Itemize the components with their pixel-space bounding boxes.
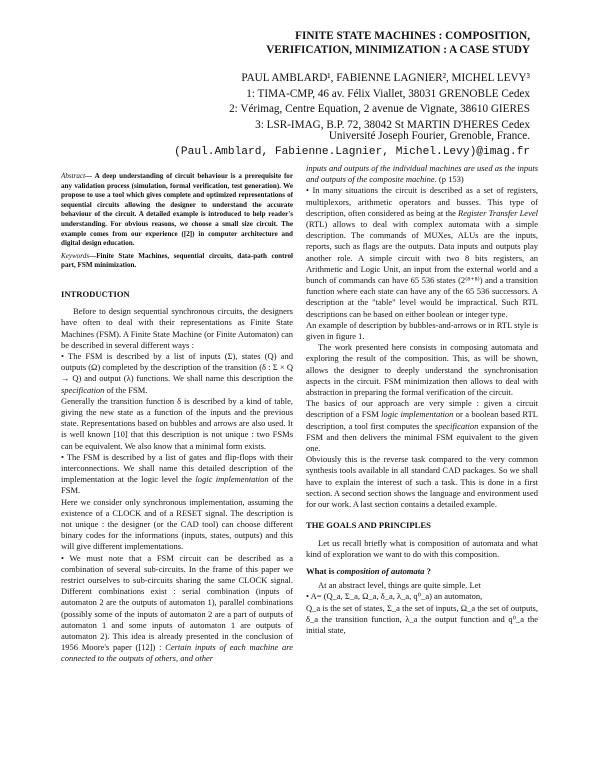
- intro-p2-text: • The FSM is described by a list of inputs (Σ), states (Q) and outputs (Ω) completed by the description of the transition (δ : Σ × Q → Q) and output (λ) functions. We shall name this description the: [61, 350, 293, 384]
- keywords-text: —Finite State Machines, sequential circuits, data-path control part, FSM minimization.: [61, 251, 293, 270]
- title-line-2: VERIFICATION, MINIMIZATION : A CASE STUDY: [266, 44, 530, 56]
- abstract: [61, 172, 293, 249]
- approach-text-a: The basics of our approach are very simple : given a circuit description of a FSM: [306, 398, 538, 420]
- intro-p2-emphasis: specification: [61, 384, 105, 395]
- composition-paragraph-3: Q_a is the set of states, Σ_a the set of inputs, Ω_a the set of outputs, δ_a the transition function, λ_a the output function and q⁰_a the initial state,: [306, 602, 538, 635]
- intro-p4-text: • The FSM is described by a list of gates and flip-flops with their interconnections. We shall name this detailed description of the implementation at the logic level the: [61, 451, 293, 485]
- right-paragraph-1: [306, 163, 538, 185]
- affiliation-1: 1: TIMA-CMP, 46 av. Félix Viallet, 38031 GRENOBLE Cedex: [246, 87, 530, 100]
- right-paragraph-6: Obviously this is the reverse task compared to the very common synthesis tools available in all standard CAD packages. So we shall have to explain the interest of such a task. This is done in a first section. A second section shows the language and environment used for our work. A last section contains a detailed example.: [306, 454, 538, 510]
- moore-quote-page: (p 153): [436, 174, 464, 185]
- rtl-text-a: • In many situations the circuit is described as a set of registers, multiplexors, arithmetic operators and busses. This type of description, often considered as being at the: [306, 185, 538, 218]
- subsection-text-b: ?: [424, 565, 431, 576]
- rtl-text-b: (RTL) allows to deal with complex automata with a simple description. The commands of MUXes, ALUs are the inputs, reports, such as flags are the outputs. Data inputs and outputs play another role. A simple circuit with two 8 bits registers, an Arithmetic and Logic Unit, an input from the external world and a bunch of commands can have 65 536 states (2⁽⁸⁺⁸⁾) and a transition function where each state can have any of the 65 536 successors. A description at the "table" level would be impractical. Such RTL descriptions can be based on either boolean or integer type.: [306, 219, 538, 319]
- abstract-text: — A deep understanding of circuit behaviour is a prerequisite for any validation process (simulation, formal verification, test generation). We propose to use a tool which gives complete and optimized representations of sequential circuits allowing the designer to understand the accurate behaviour of the circuit. A detailed example is introduced to help reader's understanding. For obvious reasons, we choose a small size circuit. The example comes from our experience ([2]) in computer architecture and digital design education.: [61, 172, 293, 248]
- university-block: [60, 129, 530, 160]
- composition-paragraph-2: • A= (Q_a, Σ_a, Ω_a, δ_a, λ_a, q⁰_a) an automaton,: [306, 591, 483, 602]
- intro-p2-tail: of the FSM.: [104, 384, 148, 395]
- intro-p4-emphasis: logic implementation: [195, 474, 269, 485]
- paper-title: [60, 29, 530, 57]
- university-name: Université Joseph Fourier, Grenoble, France.: [328, 130, 530, 142]
- intro-paragraph-2: [61, 351, 293, 396]
- composition-paragraph-1: At an abstract level, things are quite simple. Let: [318, 580, 481, 591]
- rtl-emphasis: Register Transfer Level: [458, 207, 538, 218]
- abstract-label: Abstract: [61, 172, 86, 180]
- right-paragraph-3: An example of description by bubbles-and-arrows or in RTL style is given in figure 1.: [306, 319, 538, 342]
- left-column: [61, 172, 293, 665]
- approach-text-c: expansion of the FSM and then delivers the minimal FSM equivalent to the given one.: [306, 420, 538, 454]
- intro-paragraph-4: [61, 452, 293, 497]
- approach-emphasis-2: specification: [434, 420, 479, 431]
- subsection-heading-composition: [306, 566, 538, 577]
- intro-paragraph-6: [61, 553, 293, 665]
- right-paragraph-5: [306, 398, 538, 454]
- title-line-1: FINITE STATE MACHINES : COMPOSITION,: [295, 30, 530, 42]
- intro-paragraph-3: Generally the transition function δ is described by a kind of table, giving the new state as a function of the inputs and the previous state. Representations based on bubbles and arrows are also used. It is well known [10] that this description is not unique : two FSMs can be equivalent. We also know that a minimal form exists.: [61, 395, 293, 451]
- keywords: [61, 252, 293, 271]
- approach-emphasis-1: logic implementation: [381, 409, 454, 420]
- intro-p6-text: • We must note that a FSM circuit can be described as a combination of several sub-circuits. In the frame of this paper we restrict ourselves to sub-circuits sharing the same CLOCK signal. Different combinations exist : serial combination (inputs of automaton 2 are the outputs of automaton 1), parallel combinations (possibly some of the inputs of automaton 2 are a part of outputs of automaton 1 and some inputs of automaton 1 are outputs of automaton 2). This idea is already presented in the conclusion of 1956 Moore's paper ([12]) :: [61, 552, 293, 653]
- keywords-label: Keywords: [61, 251, 90, 260]
- section-heading-introduction: INTRODUCTION: [61, 288, 130, 299]
- intro-p4-tail: of the FSM.: [61, 474, 293, 496]
- intro-p6-quote: Certain inputs of each machine are connected to the outputs of others, and other: [61, 642, 293, 664]
- author-names: PAUL AMBLARD¹, FABIENNE LAGNIER², MICHEL LEVY³: [241, 72, 530, 84]
- intro-paragraph-1: Before to design sequential synchronous circuits, the designers have often to deal with their representations as Finite State Machines (FSM). A Finite State Machine (or Finite Automaton) can be described in several different ways :: [61, 306, 293, 350]
- affiliation-3: 3: LSR-IMAG, B.P. 72, 38042 St MARTIN D'HERES Cedex: [255, 118, 530, 131]
- moore-quote-continued: inputs and outputs of the individual machines are used as the inputs and outputs of the composite machine.: [306, 163, 538, 185]
- section-heading-goals: THE GOALS AND PRINCIPLES: [306, 520, 431, 531]
- goals-paragraph: Let us recall briefly what is composition of automata and what kind of exploration we want to do with this composition.: [306, 537, 538, 559]
- subsection-emphasis: composition of automata: [336, 565, 425, 576]
- approach-text-b: or a boolean based RTL description, a tool first computes the: [306, 409, 538, 431]
- author-block: [60, 71, 530, 133]
- right-column: [306, 163, 538, 636]
- right-paragraph-2: [306, 185, 538, 319]
- author-emails: (Paul.Amblard, Fabienne.Lagnier, Michel.Levy)@imag.fr: [174, 145, 530, 158]
- intro-paragraph-5: Here we consider only synchronous implementation, assuming the existence of a CLOCK and of a RESET signal. The description is not unique : the designer (or the CAD tool) can choose different binary codes for the informations (inputs, states, outputs) and this will give different implementations.: [61, 496, 293, 552]
- subsection-text-a: What is: [306, 565, 337, 576]
- affiliation-2: 2: Vérimag, Centre Equation, 2 avenue de Vignate, 38610 GIERES: [229, 103, 530, 115]
- right-paragraph-4: The work presented here consists in composing automata and exploring the result of the composition. This, as will be shown, allows the designer to deeply understand the synchronisation aspects in the circuit. FSM minimization then allows to deal with abstraction in preparing the formal verification of the circuit.: [306, 342, 538, 398]
